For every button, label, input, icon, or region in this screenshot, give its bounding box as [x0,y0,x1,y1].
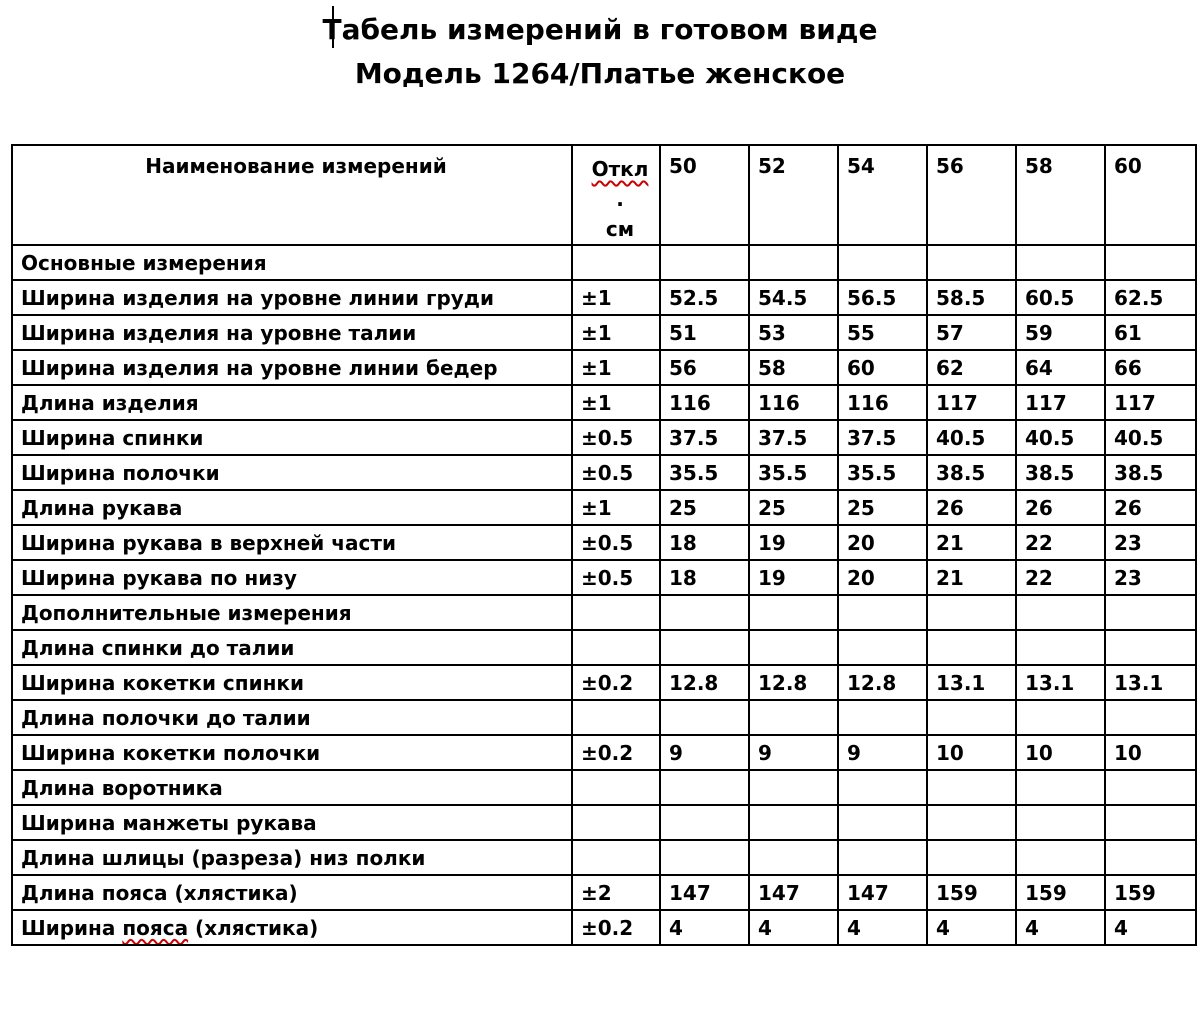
table-row [12,560,1196,595]
size-value-cell: 38.5 [927,455,1016,490]
table-row [12,700,1196,735]
table-header-row [12,145,1196,245]
size-value-cell: 58 [749,350,838,385]
measurement-name: Ширина кокетки полочки [12,735,572,770]
measurement-name: Ширина манжеты рукава [12,805,572,840]
size-value-cell: 117 [927,385,1016,420]
size-value-cell: 59 [1016,315,1105,350]
size-value-cell: 116 [749,385,838,420]
size-value-cell: 26 [1016,490,1105,525]
size-value-cell [660,245,749,280]
size-value-cell [1016,595,1105,630]
size-value-cell [749,700,838,735]
size-value-cell: 10 [1105,735,1196,770]
size-value-cell [749,630,838,665]
size-value-cell: 147 [749,875,838,910]
size-value-cell: 12.8 [660,665,749,700]
tolerance-cell [572,805,660,840]
table-row [12,315,1196,350]
size-value-cell [660,840,749,875]
tolerance-cell: ±0.2 [572,735,660,770]
header-size: 56 [927,145,1016,245]
size-value-cell: 21 [927,560,1016,595]
size-value-cell: 52.5 [660,280,749,315]
header-size: 52 [749,145,838,245]
size-value-cell: 60 [838,350,927,385]
tolerance-cell [572,770,660,805]
measurement-name: Ширина пояса (хлястика) [12,910,572,945]
size-value-cell [660,595,749,630]
measurement-name: Ширина изделия на уровне линии бедер [12,350,572,385]
size-value-cell [749,595,838,630]
size-value-cell: 117 [1016,385,1105,420]
measurement-name: Длина воротника [12,770,572,805]
size-value-cell [838,630,927,665]
size-value-cell: 22 [1016,560,1105,595]
size-value-cell: 35.5 [749,455,838,490]
size-value-cell: 13.1 [1016,665,1105,700]
table-row [12,770,1196,805]
size-value-cell: 25 [660,490,749,525]
size-value-cell [1105,595,1196,630]
size-value-cell [838,595,927,630]
size-value-cell: 56 [660,350,749,385]
measurement-name: Ширина полочки [12,455,572,490]
size-value-cell: 38.5 [1105,455,1196,490]
tolerance-cell: ±1 [572,315,660,350]
size-value-cell [1105,805,1196,840]
tolerance-cell: ±1 [572,490,660,525]
size-value-cell [1105,700,1196,735]
measurement-name: Длина пояса (хлястика) [12,875,572,910]
measurement-name: Ширина рукава по низу [12,560,572,595]
table-row [12,735,1196,770]
size-value-cell: 18 [660,560,749,595]
table-row [12,525,1196,560]
size-value-cell [1016,245,1105,280]
measurement-name: Длина изделия [12,385,572,420]
size-value-cell: 4 [838,910,927,945]
size-value-cell [749,245,838,280]
size-value-cell: 26 [927,490,1016,525]
size-value-cell: 62 [927,350,1016,385]
size-value-cell: 51 [660,315,749,350]
table-row [12,280,1196,315]
table-row [12,875,1196,910]
measurements-table [11,144,1197,946]
header-size: 54 [838,145,927,245]
measurement-name: Основные измерения [12,245,572,280]
size-value-cell: 4 [927,910,1016,945]
size-value-cell: 116 [838,385,927,420]
size-value-cell [838,840,927,875]
size-value-cell: 117 [1105,385,1196,420]
size-value-cell [749,770,838,805]
size-value-cell: 20 [838,560,927,595]
table-row [12,245,1196,280]
size-value-cell: 62.5 [1105,280,1196,315]
table-row [12,595,1196,630]
size-value-cell [1016,840,1105,875]
document-title [0,8,1200,96]
size-value-cell [927,630,1016,665]
size-value-cell: 19 [749,560,838,595]
title-line-1: Табель измерений в готовом виде [322,13,878,46]
size-value-cell: 40.5 [1105,420,1196,455]
size-value-cell: 55 [838,315,927,350]
size-value-cell: 159 [927,875,1016,910]
size-value-cell [1105,630,1196,665]
tolerance-cell: ±0.2 [572,665,660,700]
header-tolerance [572,145,660,245]
table-row [12,455,1196,490]
table-row [12,385,1196,420]
size-value-cell: 40.5 [927,420,1016,455]
tolerance-cell: ±2 [572,875,660,910]
table-row [12,840,1196,875]
header-size: 50 [660,145,749,245]
size-value-cell [1016,700,1105,735]
tolerance-cell: ±0.5 [572,560,660,595]
size-value-cell: 10 [1016,735,1105,770]
size-value-cell [1016,805,1105,840]
size-value-cell: 61 [1105,315,1196,350]
size-value-cell [1105,840,1196,875]
size-value-cell [1016,770,1105,805]
header-tolerance-word: Откл [591,157,649,181]
size-value-cell: 25 [838,490,927,525]
measurement-name: Ширина кокетки спинки [12,665,572,700]
size-value-cell [660,700,749,735]
size-value-cell: 4 [749,910,838,945]
size-value-cell: 4 [1105,910,1196,945]
size-value-cell: 4 [660,910,749,945]
size-value-cell [749,840,838,875]
size-value-cell: 57 [927,315,1016,350]
tolerance-cell [572,245,660,280]
tolerance-cell: ±1 [572,385,660,420]
size-value-cell: 26 [1105,490,1196,525]
table-body [12,245,1196,945]
size-value-cell: 23 [1105,525,1196,560]
tolerance-cell: ±1 [572,280,660,315]
measurement-name: Ширина спинки [12,420,572,455]
table-row [12,490,1196,525]
size-value-cell [927,595,1016,630]
size-value-cell: 35.5 [660,455,749,490]
tolerance-cell: ±0.5 [572,455,660,490]
header-size: 58 [1016,145,1105,245]
size-value-cell: 19 [749,525,838,560]
size-value-cell: 22 [1016,525,1105,560]
size-value-cell: 18 [660,525,749,560]
size-value-cell: 56.5 [838,280,927,315]
size-value-cell: 147 [838,875,927,910]
measurement-name: Длина спинки до талии [12,630,572,665]
size-value-cell: 9 [660,735,749,770]
size-value-cell [927,700,1016,735]
size-value-cell: 116 [660,385,749,420]
size-value-cell: 147 [660,875,749,910]
size-value-cell [927,840,1016,875]
size-value-cell: 54.5 [749,280,838,315]
size-value-cell: 21 [927,525,1016,560]
size-value-cell: 66 [1105,350,1196,385]
size-value-cell: 37.5 [749,420,838,455]
measurement-name: Ширина рукава в верхней части [12,525,572,560]
header-size: 60 [1105,145,1196,245]
size-value-cell [660,630,749,665]
size-value-cell: 10 [927,735,1016,770]
tolerance-cell: ±0.5 [572,420,660,455]
size-value-cell: 159 [1105,875,1196,910]
measurement-name: Длина полочки до талии [12,700,572,735]
size-value-cell: 13.1 [927,665,1016,700]
size-value-cell [749,805,838,840]
size-value-cell: 38.5 [1016,455,1105,490]
size-value-cell: 4 [1016,910,1105,945]
table-row [12,420,1196,455]
measurement-name: Длина шлицы (разреза) низ полки [12,840,572,875]
size-value-cell: 40.5 [1016,420,1105,455]
tolerance-cell [572,595,660,630]
size-value-cell [1105,245,1196,280]
size-value-cell: 9 [838,735,927,770]
size-value-cell [927,770,1016,805]
size-value-cell [838,700,927,735]
size-value-cell [1105,770,1196,805]
size-value-cell: 37.5 [838,420,927,455]
size-value-cell: 9 [749,735,838,770]
size-value-cell: 35.5 [838,455,927,490]
measurement-name: Ширина изделия на уровне линии груди [12,280,572,315]
size-value-cell: 64 [1016,350,1105,385]
spellcheck-underlined-word: пояса [122,915,189,940]
size-value-cell: 58.5 [927,280,1016,315]
table-row [12,910,1196,945]
header-tolerance-unit: см [605,217,635,241]
tolerance-cell: ±0.2 [572,910,660,945]
measurement-name: Длина рукава [12,490,572,525]
measurement-name: Ширина изделия на уровне талии [12,315,572,350]
size-value-cell: 37.5 [660,420,749,455]
size-value-cell [660,770,749,805]
size-value-cell [838,805,927,840]
title-line-2: Модель 1264/Платье женское [354,57,846,90]
size-value-cell [838,245,927,280]
table-row [12,630,1196,665]
size-value-cell [660,805,749,840]
tolerance-cell: ±1 [572,350,660,385]
size-value-cell: 25 [749,490,838,525]
size-value-cell: 12.8 [749,665,838,700]
header-tolerance-dot: . [616,187,624,211]
tolerance-cell: ±0.5 [572,525,660,560]
tolerance-cell [572,840,660,875]
size-value-cell: 159 [1016,875,1105,910]
table-row [12,805,1196,840]
table-row [12,350,1196,385]
tolerance-cell [572,630,660,665]
size-value-cell: 23 [1105,560,1196,595]
tolerance-cell [572,700,660,735]
size-value-cell: 20 [838,525,927,560]
size-value-cell [1016,630,1105,665]
table-row [12,665,1196,700]
size-value-cell [838,770,927,805]
size-value-cell: 60.5 [1016,280,1105,315]
size-value-cell [927,245,1016,280]
size-value-cell [927,805,1016,840]
header-measurement-name: Наименование измерений [12,145,572,245]
measurement-name: Дополнительные измерения [12,595,572,630]
size-value-cell: 53 [749,315,838,350]
size-value-cell: 12.8 [838,665,927,700]
size-value-cell: 13.1 [1105,665,1196,700]
